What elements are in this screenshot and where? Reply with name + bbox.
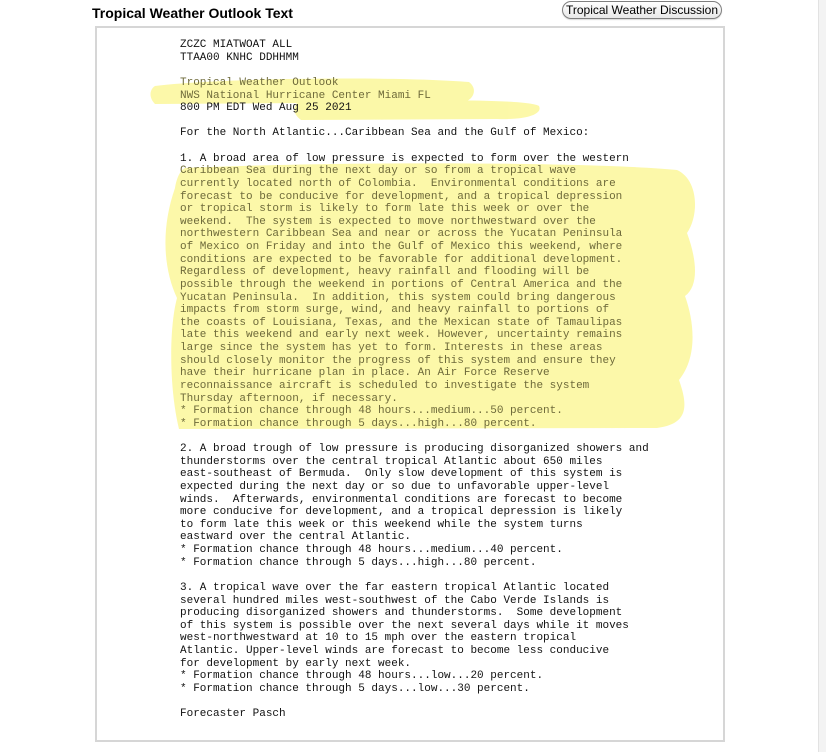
bulletin-line: more conducive for development, and a tropical depression is likely	[180, 506, 623, 519]
bulletin-line: * Formation chance through 48 hours...medium...40 percent.	[180, 544, 563, 556]
bulletin-line: impacts from storm surge, wind, and heavy rainfall to portions of	[180, 304, 610, 317]
bulletin-line: Thursday afternoon, if necessary.	[180, 392, 398, 405]
bulletin-line: Atlantic. Upper-level winds are forecast to become less conducive	[180, 645, 610, 657]
bulletin-line: late this weekend and early next week. However, uncertainty remains	[180, 329, 623, 342]
bulletin-line: * Formation chance through 48 hours...low...20 percent.	[180, 670, 544, 683]
bulletin-line: possible through the weekend in portions of Central America and the	[180, 278, 623, 291]
bulletin-line: 800 PM EDT Wed Aug 25 2021	[180, 102, 352, 115]
bulletin-line: forecast to be conducive for development, and a tropical depression	[180, 190, 623, 203]
bulletin-line: * Formation chance through 5 days...high...80 percent.	[180, 417, 537, 430]
bulletin-line: producing disorganized showers and thunderstorms. Some development	[180, 607, 623, 620]
bulletin-line: thunderstorms over the central tropical Atlantic about 650 miles	[180, 455, 603, 468]
bulletin-line: weekend. The system is expected to move northwestward over the	[180, 215, 596, 228]
bulletin-line: Forecaster Pasch	[180, 708, 286, 721]
bulletin-line: currently located north of Colombia. Environmental conditions are	[180, 177, 616, 190]
outlook-text-box[interactable]	[95, 26, 725, 742]
bulletin-line: several hundred miles west-southwest of the Cabo Verde Islands is	[180, 594, 610, 607]
bulletin-line: reconnaissance aircraft is scheduled to investigate the system	[180, 379, 590, 392]
bulletin-line: should closely monitor the progress of this system and ensure they	[180, 354, 616, 367]
bulletin-line: large since the system has yet to form. Interests in these areas	[180, 342, 603, 354]
bulletin-line: winds. Afterwards, environmental conditions are forecast to become	[180, 493, 623, 506]
bulletin-line: the coasts of Louisiana, Texas, and the Mexican state of Tamaulipas	[180, 316, 623, 329]
bulletin-line: northwestern Caribbean Sea and near or across the Yucatan Peninsula	[180, 228, 623, 241]
bulletin-line: of this system is possible over the next several days while it moves	[180, 619, 629, 632]
bulletin-text	[180, 39, 649, 721]
bulletin-line: * Formation chance through 48 hours...medium...50 percent.	[180, 405, 563, 418]
bulletin-line: * Formation chance through 5 days...high...80 percent.	[180, 556, 537, 569]
bulletin-line: 3. A tropical wave over the far eastern tropical Atlantic located	[180, 581, 610, 594]
bulletin-line: 1. A broad area of low pressure is expected to form over the western	[180, 152, 629, 165]
bulletin-line: NWS National Hurricane Center Miami FL	[180, 89, 431, 102]
bulletin-line: ZCZC MIATWOAT ALL	[180, 39, 293, 51]
bulletin-line: for development by early next week.	[180, 657, 412, 670]
bulletin-line: west-northwestward at 10 to 15 mph over the eastern tropical	[180, 632, 577, 645]
bulletin-line: Caribbean Sea during the next day or so from a tropical wave	[180, 165, 577, 178]
window-edge	[818, 0, 826, 752]
page-title: Tropical Weather Outlook Text	[92, 5, 293, 21]
bulletin-line: Yucatan Peninsula. In addition, this system could bring dangerous	[180, 291, 616, 304]
bulletin-line: east-southeast of Bermuda. Only slow development of this system is	[180, 468, 623, 481]
bulletin-line: of Mexico on Friday and into the Gulf of Mexico this weekend, where	[180, 241, 623, 253]
bulletin-line: * Formation chance through 5 days...low...30 percent.	[180, 682, 530, 695]
bulletin-line: expected during the next day or so due to unfavorable upper-level	[180, 480, 610, 493]
bulletin-line: Tropical Weather Outlook	[180, 76, 339, 89]
bulletin-line: to form late this week or this weekend while the system turns	[180, 518, 583, 531]
bulletin-line: eastward over the central Atlantic.	[180, 531, 412, 544]
bulletin-line: 2. A broad trough of low pressure is producing disorganized showers and	[180, 443, 649, 455]
tropical-weather-discussion-button[interactable]: Tropical Weather Discussion	[562, 1, 722, 19]
bulletin-line: or tropical storm is likely to form late this week or over the	[180, 203, 590, 216]
bulletin-line: Regardless of development, heavy rainfall and flooding will be	[180, 266, 590, 279]
bulletin-line: conditions are expected to be favorable for additional development.	[180, 253, 623, 266]
bulletin-line: have their hurricane plan in place. An Air Force Reserve	[180, 367, 550, 380]
bulletin-line: TTAA00 KNHC DDHHMM	[180, 51, 299, 64]
bulletin-line: For the North Atlantic...Caribbean Sea and the Gulf of Mexico:	[180, 127, 590, 140]
